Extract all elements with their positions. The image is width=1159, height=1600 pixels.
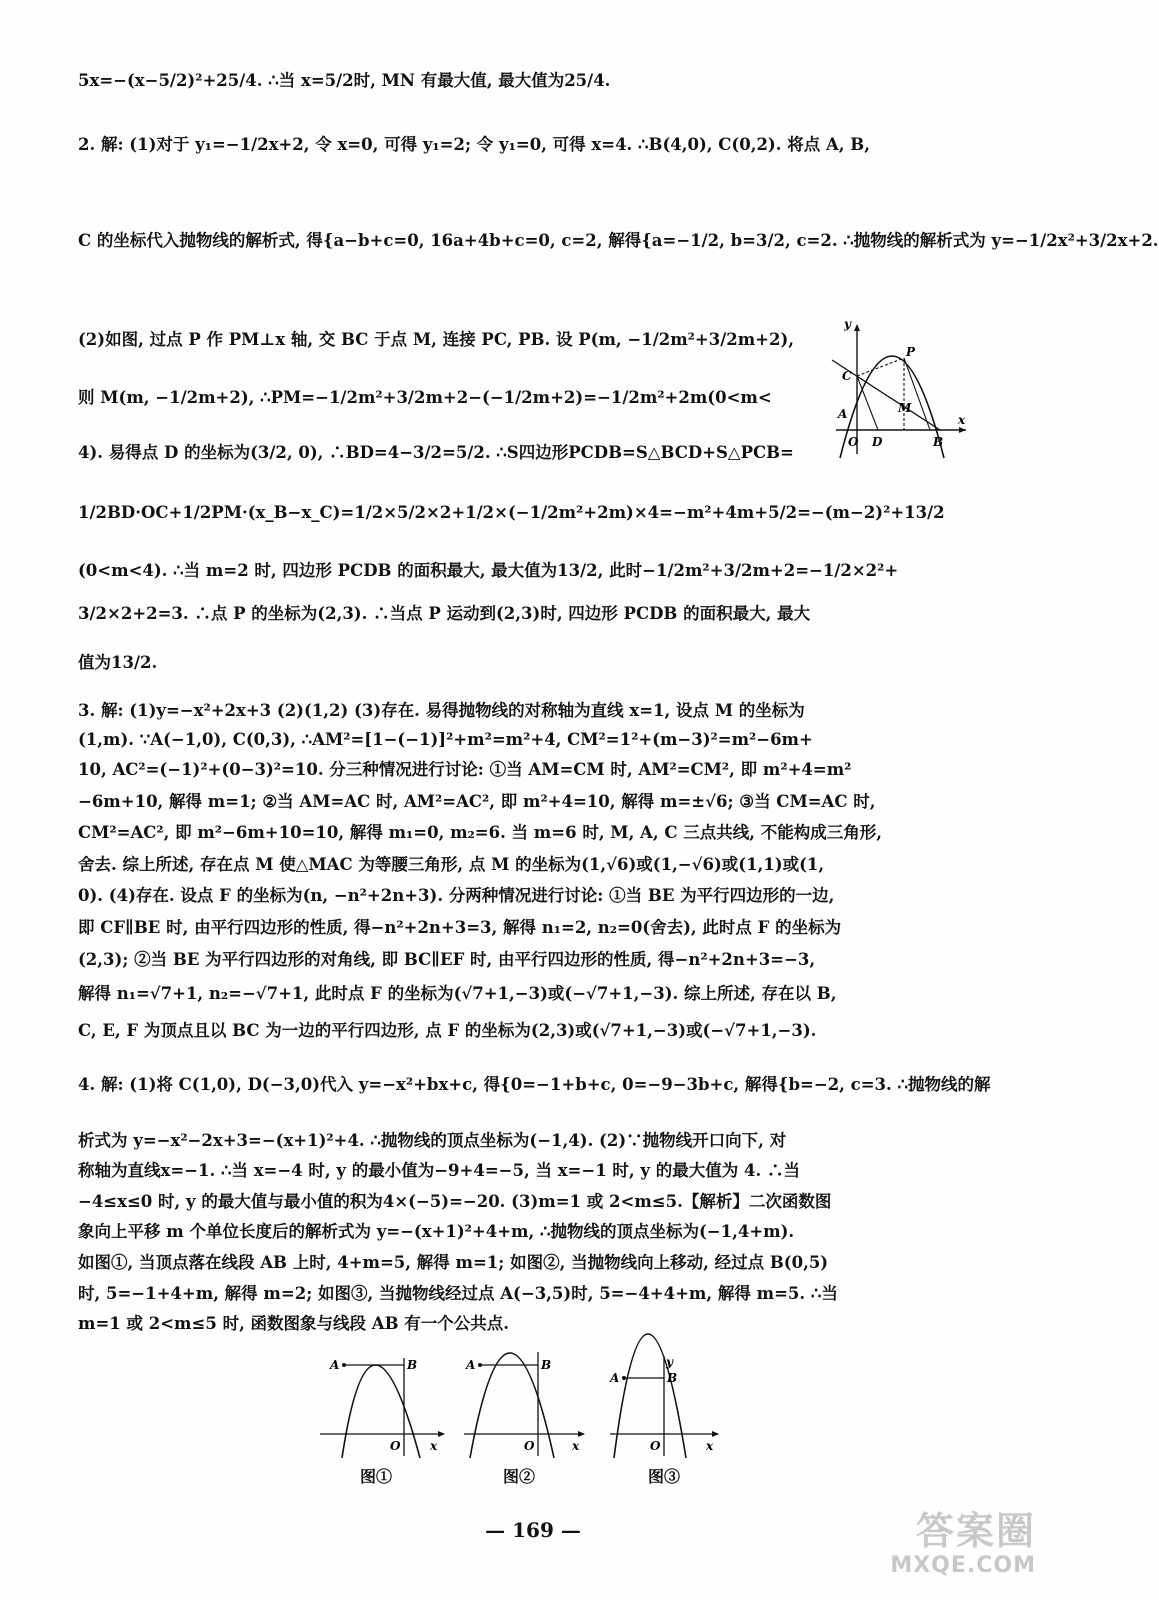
parabola-figure-1 (318, 1348, 448, 1458)
label-b: B (933, 435, 944, 449)
text-line: 1/2BD·OC+1/2PM·(x_B−x_C)=1/2×5/2×2+1/2×(−1/2m²+2m)×4=−m²+4m+5/2=−(m−2)²+13/2 (78, 503, 945, 522)
label-c: C (842, 369, 852, 383)
text-line: 5x=−(x−5/2)²+25/4. ∴当 x=5/2时, MN 有最大值, 最大值为25/4. (78, 71, 611, 90)
parabola-figure-3 (608, 1328, 723, 1458)
text-line: −6m+10, 解得 m=1; ②当 AM=AC 时, AM²=AC², 即 m²+4=10, 解得 m=±√6; ③当 CM=AC 时, (78, 792, 876, 811)
text-line: 舍去. 综上所述, 存在点 M 使△MAC 为等腰三角形, 点 M 的坐标为(1,√6)或(1,−√6)或(1,1)或(1, (78, 855, 825, 874)
parabola-figure-problem-2 (830, 318, 970, 458)
text-line: C, E, F 为顶点且以 BC 为一边的平行四边形, 点 F 的坐标为(2,3)或(√7+1,−3)或(−√7+1,−3). (78, 1021, 817, 1040)
text-line: 4. 解: (1)将 C(1,0), D(−3,0)代入 y=−x²+bx+c, 得{0=−1+b+c, 0=−9−3b+c, 解得{b=−2, c=3. ∴抛物线的解 (78, 1075, 991, 1094)
label-m: M (898, 401, 912, 415)
svg-text:B: B (667, 1371, 678, 1385)
parabola-curve (342, 1365, 420, 1458)
label-p: P (906, 345, 916, 359)
svg-text:x: x (706, 1439, 714, 1453)
svg-text:O: O (524, 1439, 535, 1453)
figure-caption: 图③ (648, 1467, 681, 1486)
svg-text:A: A (330, 1358, 340, 1372)
text-line: 时, 5=−1+4+m, 解得 m=2; 如图③, 当抛物线经过点 A(−3,5)时, 5=−4+4+m, 解得 m=5. ∴当 (78, 1284, 838, 1303)
svg-text:O: O (390, 1439, 401, 1453)
svg-text:x: x (572, 1439, 580, 1453)
text-line: −4≤x≤0 时, y 的最大值与最小值的积为4×(−5)=−20. (3)m=1 或 2<m≤5.【解析】二次函数图 (78, 1192, 832, 1211)
svg-text:A: A (466, 1358, 476, 1372)
text-line: 析式为 y=−x²−2x+3=−(x+1)²+4. ∴抛物线的顶点坐标为(−1,4). (2)∵抛物线开口向下, 对 (78, 1131, 787, 1150)
text-line: m=1 或 2<m≤5 时, 函数图象与线段 AB 有一个公共点. (78, 1314, 510, 1333)
label-x: x (958, 413, 966, 427)
text-line: C 的坐标代入抛物线的解析式, 得{a−b+c=0, 16a+4b+c=0, c=2, 解得{a=−1/2, b=3/2, c=2. ∴抛物线的解析式为 y=−1/2x²+3/2x+2. (78, 231, 1159, 250)
text-line: 如图①, 当顶点落在线段 AB 上时, 4+m=5, 解得 m=1; 如图②, 当抛物线向上移动, 经过点 B(0,5) (78, 1253, 829, 1272)
text-line: 0). (4)存在. 设点 F 的坐标为(n, −n²+2n+3). 分两种情况进行讨论: ①当 BE 为平行四边形的一边, (78, 886, 835, 905)
segment-pb (904, 358, 930, 430)
svg-text:B: B (407, 1358, 418, 1372)
text-line: (2,3); ②当 BE 为平行四边形的对角线, 即 BC∥EF 时, 由平行四边形的性质, 得−n²+2n+3=−3, (78, 950, 816, 969)
text-line: (2)如图, 过点 P 作 PM⊥x 轴, 交 BC 于点 M, 连接 PC, PB. 设 P(m, −1/2m²+3/2m+2), (78, 330, 795, 349)
watermark-logo: 答案圈 (915, 1509, 1036, 1553)
text-line: 3/2×2+2=3. ∴点 P 的坐标为(2,3). ∴当点 P 运动到(2,3)时, 四边形 PCDB 的面积最大, 最大 (78, 604, 811, 623)
segment-cd (857, 376, 878, 430)
label-o: O (848, 435, 859, 449)
watermark-url: MXQE.COM (890, 1553, 1036, 1578)
label-d: D (872, 435, 883, 449)
text-line: 3. 解: (1)y=−x²+2x+3 (2)(1,2) (3)存在. 易得抛物线的对称轴为直线 x=1, 设点 M 的坐标为 (78, 701, 805, 720)
text-line: 象向上平移 m 个单位长度后的解析式为 y=−(x+1)²+4+m, ∴抛物线的顶点坐标为(−1,4+m). (78, 1222, 795, 1241)
label-y: y (844, 317, 851, 331)
figure-caption: 图① (360, 1467, 393, 1486)
text-line: 则 M(m, −1/2m+2), ∴PM=−1/2m²+3/2m+2−(−1/2m+2)=−1/2m²+2m(0<m< (78, 388, 772, 407)
svg-text:O: O (650, 1439, 661, 1453)
text-line: 值为13/2. (78, 653, 158, 672)
text-line: 即 CF∥BE 时, 由平行四边形的性质, 得−n²+2n+3=3, 解得 n₁=2, n₂=0(舍去), 此时点 F 的坐标为 (78, 918, 842, 937)
page-number: — 169 — (485, 1518, 581, 1542)
svg-text:A: A (610, 1371, 620, 1385)
text-line: 2. 解: (1)对于 y₁=−1/2x+2, 令 x=0, 可得 y₁=2; 令 y₁=0, 可得 x=4. ∴B(4,0), C(0,2). 将点 A, B, (78, 135, 870, 154)
text-line: 4). 易得点 D 的坐标为(3/2, 0), ∴BD=4−3/2=5/2. ∴S四边形PCDB=S△BCD+S△PCB= (78, 443, 794, 462)
text-line: 10, AC²=(−1)²+(0−3)²=10. 分三种情况进行讨论: ①当 AM=CM 时, AM²=CM², 即 m²+4=m² (78, 760, 852, 779)
text-line: (1,m). ∵A(−1,0), C(0,3), ∴AM²=[1−(−1)]²+m²=m²+4, CM²=1²+(m−3)²=m²−6m+ (78, 730, 813, 749)
text-line: (0<m<4). ∴当 m=2 时, 四边形 PCDB 的面积最大, 最大值为13/2, 此时−1/2m²+3/2m+2=−1/2×2²+ (78, 561, 899, 580)
svg-text:y: y (666, 1355, 673, 1369)
parabola-figure-2 (462, 1348, 592, 1458)
text-line: 解得 n₁=√7+1, n₂=−√7+1, 此时点 F 的坐标为(√7+1,−3)或(−√7+1,−3). 综上所述, 存在以 B, (78, 984, 837, 1003)
label-a: A (838, 407, 848, 421)
text-line: CM²=AC², 即 m²−6m+10=10, 解得 m₁=0, m₂=6. 当 m=6 时, M, A, C 三点共线, 不能构成三角形, (78, 823, 882, 842)
text-line: 称轴为直线x=−1. ∴当 x=−4 时, y 的最小值为−9+4=−5, 当 x=−1 时, y 的最大值为 4. ∴当 (78, 1161, 800, 1180)
watermark (826, 1500, 1036, 1578)
svg-text:x: x (430, 1439, 438, 1453)
svg-text:B: B (541, 1358, 552, 1372)
figure-caption: 图② (503, 1467, 536, 1486)
